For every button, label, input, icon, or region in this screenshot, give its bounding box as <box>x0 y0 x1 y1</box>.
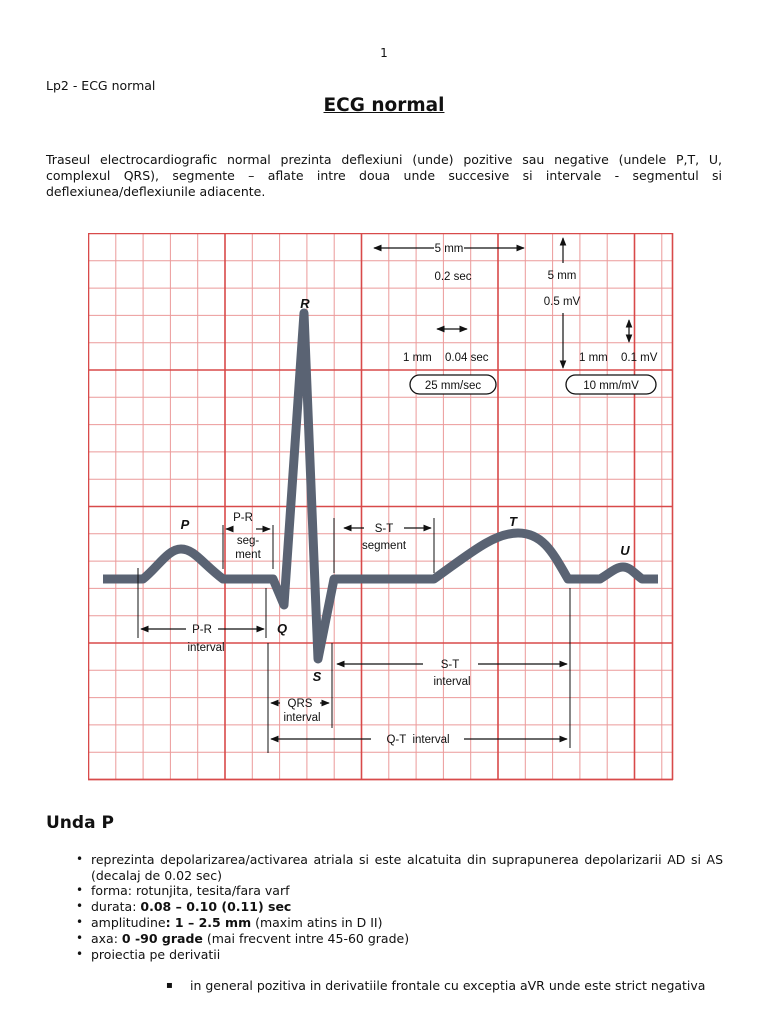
st-segment-label-2: segment <box>361 540 407 552</box>
qt-interval-label: Q-T interval <box>386 734 450 746</box>
bullet-bold-value: : 1 – 2.5 mm <box>165 915 252 930</box>
h-small-time-label: 0.04 sec <box>445 352 489 364</box>
paper-speed-label: 25 mm/sec <box>424 380 482 392</box>
qrs-interval-label-1: QRS <box>287 698 313 710</box>
bullet-item <box>91 931 723 947</box>
wave-u-label: U <box>620 543 630 558</box>
wave-s-label: S <box>312 669 322 684</box>
bullet-bold-value: 0 -90 grade <box>121 931 203 946</box>
h-big-label: 5 mm <box>434 243 464 255</box>
section-heading: Unda P <box>46 813 114 833</box>
wave-q-label: Q <box>276 621 288 636</box>
bullet-item <box>91 899 723 915</box>
bullet-item: • proiectia pe derivatii <box>91 947 723 963</box>
st-interval-label-2: interval <box>433 676 471 688</box>
bullet-text-rest: (maxim atins in D II) <box>251 915 383 930</box>
st-interval-label-1: S-T <box>440 659 460 671</box>
ecg-diagram <box>88 233 674 781</box>
bullet-text: durata: <box>91 899 141 914</box>
pr-segment-label-1: P-R <box>233 512 253 524</box>
wave-r-label: R <box>300 296 310 311</box>
bullet-text-rest: (mai frecvent intre 45-60 grade) <box>202 931 410 946</box>
page-number: 1 <box>380 46 388 60</box>
document-title <box>0 95 768 116</box>
pr-interval-label-1: P-R <box>192 624 212 636</box>
h-big-time-label: 0.2 sec <box>434 271 472 283</box>
bullet-item: • reprezinta depolarizarea/activarea atriala si este alcatuita din suprapunerea depolarizarii AD si AS (decalaj de 0.02 sec) <box>91 852 723 883</box>
pr-segment-label-2: seg- <box>236 535 260 547</box>
qrs-interval-label-2: interval <box>283 712 321 724</box>
wave-t-label: T <box>509 514 517 529</box>
v-big-label: 5 mm <box>547 270 577 282</box>
intro-paragraph: Traseul electrocardiografic normal prezinta deflexiuni (unde) pozitive sau negative (undele P,T, U, complexul QRS), segmente – aflate intre doua unde succesive si intervale - segmentul si deflexiunea/deflexiunile adiacente. <box>46 152 722 199</box>
bullet-item <box>91 915 723 931</box>
pr-segment-label-3: ment <box>235 549 261 561</box>
v-big-volt-label: 0.5 mV <box>543 296 581 308</box>
pr-interval-label-2: interval <box>187 642 225 654</box>
st-segment-label-1: S-T <box>374 523 394 535</box>
h-small-label: 1 mm <box>403 352 432 364</box>
wave-p-label: P <box>180 517 190 532</box>
bullet-text: axa: <box>91 931 122 946</box>
header-label: Lp2 - ECG normal <box>46 78 156 93</box>
sub-bullet-item: ▪ in general pozitiva in derivatiile frontale cu exceptia aVR unde este strict negativa <box>190 978 723 994</box>
bullet-text: amplitudine <box>91 915 166 930</box>
v-small-volt-label: 0.1 mV <box>621 352 658 364</box>
bullet-bold-value: 0.08 – 0.10 (0.11) sec <box>140 899 292 914</box>
bullet-item: • forma: rotunjita, tesita/fara varf <box>91 883 723 899</box>
gain-label: 10 mm/mV <box>583 380 639 392</box>
v-small-label: 1 mm <box>579 352 608 364</box>
document-title-text: ECG normal <box>323 95 445 116</box>
